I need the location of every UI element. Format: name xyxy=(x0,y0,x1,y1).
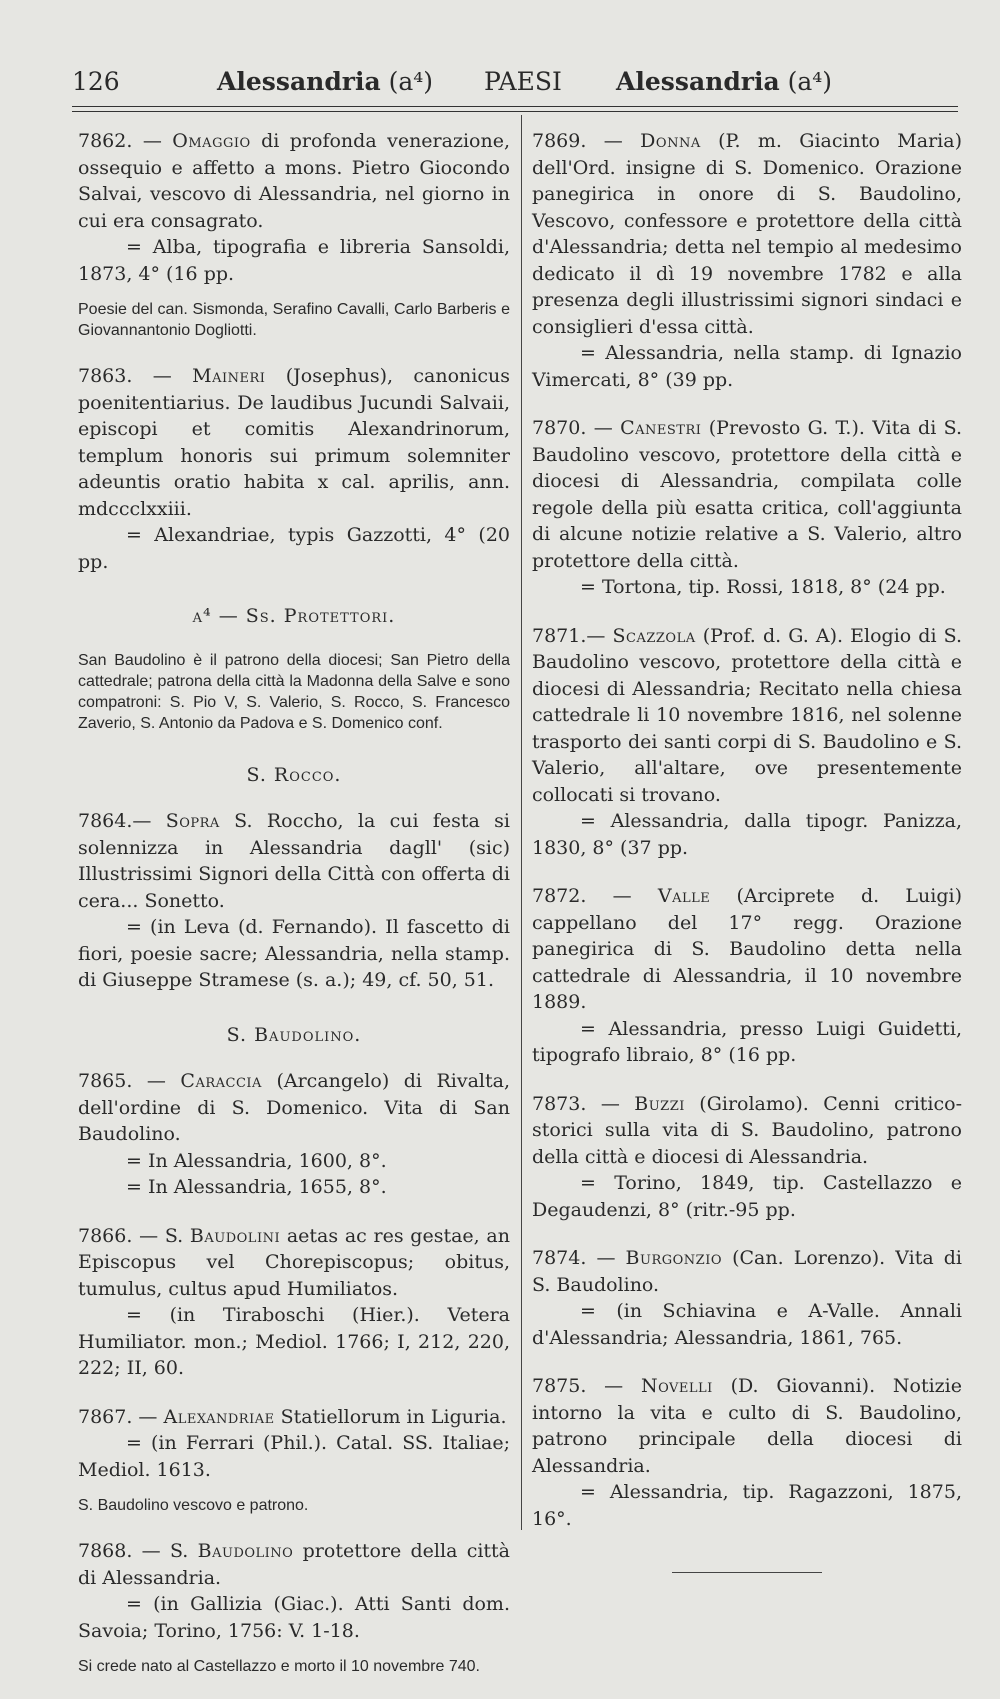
column-divider xyxy=(521,115,522,1530)
entry-imprint-second: = In Alessandria, 1655, 8°. xyxy=(126,1176,387,1198)
entry-number: 7869. — xyxy=(532,130,623,152)
entry-7872 xyxy=(532,883,962,1069)
section-heading-baudolino: S. Baudolino. xyxy=(226,1023,362,1046)
entry-7867 xyxy=(78,1404,510,1517)
entry-text xyxy=(532,128,962,340)
entry-number: 7873. — xyxy=(532,1092,620,1115)
entry-number: 7874. — xyxy=(532,1247,616,1269)
entry-body: (Prof. d. G. A). Elogio di S. Baudolino vescovo, protettore della città e diocesi di Alessandria; Recitato nella chiesa cattedrale li 10 novembre 1816, nel solenne trasporto dei santi corpi di S. Baudolino e S. Valerio, all'altare, ove presentemente collocati si trovano. xyxy=(532,624,963,806)
page-number: 126 xyxy=(72,67,120,96)
entry-number: 7866. — S. xyxy=(78,1224,184,1247)
entry-note: Si crede nato al Castellazzo e morto il 10 novembre 740. xyxy=(78,1658,480,1675)
header-left-sub: (a⁴) xyxy=(388,67,434,96)
entry-note: Poesie del can. Sismonda, Serafino Cavalli, Carlo Barberis e Giovannantonio Dogliotti. xyxy=(78,301,510,339)
entry-7864 xyxy=(78,808,510,994)
entry-imprint: = In Alessandria, 1600, 8°. xyxy=(126,1149,387,1172)
entry-7870 xyxy=(532,415,962,601)
entry-author: Omaggio xyxy=(172,130,251,152)
entry-imprint: = (in Tiraboschi (Hier.). Vetera Humiliator. mon.; Mediol. 1766; I, 212, 220, 222; II, 60. xyxy=(78,1304,510,1379)
entry-text xyxy=(532,1091,962,1171)
entry-author: Scazzola xyxy=(612,624,696,647)
entry-7873 xyxy=(532,1091,962,1224)
entry-author: Sopra xyxy=(165,810,220,832)
entry-imprint: = (in Schiavina e A-Valle. Annali d'Alessandria; Alessandria, 1861, 765. xyxy=(532,1300,962,1349)
header-right-title xyxy=(616,62,832,102)
entry-7874 xyxy=(532,1245,962,1351)
entry-number: 7863. — xyxy=(78,365,172,387)
entry-7865 xyxy=(78,1068,510,1201)
entry-author: Valle xyxy=(657,885,711,907)
entry-number: 7871.— xyxy=(532,624,606,647)
entry-number: 7875. — xyxy=(532,1375,624,1397)
section-heading-rocco: S. Rocco. xyxy=(246,763,342,786)
left-column xyxy=(78,128,510,1699)
section-note-protettori: San Baudolino è il patrono della diocesi; San Pietro della cattedrale; patrona della città la Madonna della Salve e sono compatroni: S. Pio V, S. Valerio, S. Rocco, S. Francesco Zaverio, S. Antonio da Padova e S. Domenico conf. xyxy=(78,651,510,732)
entry-imprint: = (in Ferrari (Phil.). Catal. SS. Italiae; Mediol. 1613. xyxy=(78,1432,510,1481)
entry-number: 7872. — xyxy=(532,885,632,907)
entry-number: 7864.— xyxy=(78,810,152,832)
header-rule-bottom xyxy=(72,111,958,112)
entry-imprint: = Alessandria, nella stamp. di Ignazio Vimercati, 8° (39 pp. xyxy=(532,342,962,391)
entry-body: (D. Giovanni). Notizie intorno la vita e culto di S. Baudolino, patrono principale della diocesi di Alessandria. xyxy=(532,1375,962,1477)
entry-number: 7870. — xyxy=(532,417,613,439)
entry-text xyxy=(78,808,510,914)
entry-imprint: = Alexandriae, typis Gazzotti, 4° (20 pp. xyxy=(78,524,510,573)
entry-author: Alexandriae xyxy=(163,1405,275,1428)
header-left-name: Alessandria xyxy=(217,67,381,96)
right-column xyxy=(532,128,962,1573)
entry-number: 7862. — xyxy=(78,130,162,152)
entry-author: Buzzi xyxy=(634,1092,685,1115)
entry-author: Donna xyxy=(640,130,701,152)
entry-number: 7867. — xyxy=(78,1405,158,1428)
entry-imprint: = (in Leva (d. Fernando). Il fascetto di fiori, poesie sacre; Alessandria, nella stamp. di Giuseppe Stramese (s. a.); 49, cf. 50, 51. xyxy=(78,916,510,991)
entry-body: (Arcangelo) di Rivalta, dell'ordine di S. Domenico. Vita di San Baudolino. xyxy=(78,1070,510,1145)
entry-7862 xyxy=(78,128,510,341)
entry-7871 xyxy=(532,623,962,862)
entry-text xyxy=(532,1373,962,1479)
entry-text xyxy=(78,1538,510,1591)
header-center: PAESI xyxy=(484,67,562,96)
entry-text xyxy=(78,128,510,234)
entry-body: (P. m. Giacinto Maria) dell'Ord. insigne di S. Domenico. Orazione panegirica in onore di S. Baudolino, Vescovo, confessore e protettore della città d'Alessandria; detta nel tempio al medesimo dedicato il dì 19 novembre 1782 e alla presenza degli illustrissimi signori sindaci e consiglieri d'essa città. xyxy=(532,130,962,338)
entry-imprint: = (in Gallizia (Giac.). Atti Santi dom. Savoia; Torino, 1756: V. 1-18. xyxy=(78,1593,510,1642)
entry-7863 xyxy=(78,363,510,575)
entry-author: Novelli xyxy=(640,1375,713,1397)
entry-author: Maineri xyxy=(192,365,266,387)
entry-author: Baudolino xyxy=(197,1540,294,1562)
entry-text xyxy=(78,363,510,522)
entry-body: (Josephus), canonicus poenitentiarius. De laudibus Jucundi Salvaii, episcopi et comitis Alexandrinorum, templum honoris sui primum solemniter adeuntis oratio habita x cal. aprilis, ann. mdccclxxiii. xyxy=(78,365,510,520)
entry-7869 xyxy=(532,128,962,393)
entry-body: (Prevosto G. T.). Vita di S. Baudolino vescovo, protettore della città e diocesi di Alessandria, compilata colle regole della più esatta critica, coll'aggiunta di alcune notizie relative a S. Valerio, altro protettore della città. xyxy=(532,417,962,572)
entry-number: 7868. — S. xyxy=(78,1540,189,1562)
entry-imprint: = Tortona, tip. Rossi, 1818, 8° (24 pp. xyxy=(580,576,946,598)
entry-text xyxy=(532,1245,962,1298)
entry-imprint: = Alessandria, dalla tipogr. Panizza, 1830, 8° (37 pp. xyxy=(532,810,962,859)
entry-author: Burgonzio xyxy=(625,1247,722,1269)
entry-body: S. Roccho, la cui festa si solennizza in Alessandria dagll' (sic) Illustrissimi Signori della Città con offerta di cera... Sonetto. xyxy=(78,810,510,912)
entry-author: Canestri xyxy=(620,417,702,439)
running-header xyxy=(72,62,958,102)
header-left-title xyxy=(217,62,433,102)
entry-body: Statiellorum in Liguria. xyxy=(280,1405,507,1428)
header-right-sub: (a⁴) xyxy=(787,67,833,96)
entry-7866 xyxy=(78,1223,510,1382)
entry-text xyxy=(78,1068,510,1148)
section-heading-protettori: a⁴ — Ss. Protettori. xyxy=(192,605,396,627)
entry-text xyxy=(532,623,962,809)
entry-body: protettore della città di Alessandria. xyxy=(78,1540,511,1589)
entry-text xyxy=(532,883,962,1016)
closing-rule xyxy=(672,1572,822,1573)
entry-imprint: = Torino, 1849, tip. Castellazzo e Degaudenzi, 8° (ritr.-95 pp. xyxy=(532,1172,962,1221)
entry-body: (Girolamo). Cenni critico-storici sulla vita di S. Baudolino, patrono della città e diocesi di Alessandria. xyxy=(532,1092,962,1168)
entry-body: di profonda venerazione, ossequio e affetto a mons. Pietro Giocondo Salvai, vescovo di Alessandria, nel giorno in cui era consagrato. xyxy=(78,130,511,232)
entry-7875 xyxy=(532,1373,962,1532)
entry-number: 7865. — xyxy=(78,1070,166,1092)
header-right-name: Alessandria xyxy=(616,67,780,96)
entry-body: (Can. Lorenzo). Vita di S. Baudolino. xyxy=(532,1247,963,1296)
entry-7868 xyxy=(78,1538,510,1677)
entry-imprint: = Alessandria, presso Luigi Guidetti, tipografo libraio, 8° (16 pp. xyxy=(532,1017,962,1066)
entry-body: aetas ac res gestae, an Episcopus vel Chorepiscopus; obitus, tumulus, cultus apud Humiliatos. xyxy=(78,1224,510,1300)
entry-text xyxy=(78,1404,510,1431)
entry-imprint: = Alessandria, tip. Ragazzoni, 1875, 16°. xyxy=(532,1481,962,1530)
entry-body: (Arciprete d. Luigi) cappellano del 17° regg. Orazione panegirica di S. Baudolino detta nella cattedrale di Alessandria, il 10 novembre 1889. xyxy=(532,885,963,1013)
entry-author: Caraccia xyxy=(180,1070,262,1092)
entry-imprint: = Alba, tipografia e libreria Sansoldi, 1873, 4° (16 pp. xyxy=(78,236,510,285)
entry-note: S. Baudolino vescovo e patrono. xyxy=(78,1497,309,1514)
entry-author: Baudolini xyxy=(189,1224,281,1247)
entry-text xyxy=(532,415,962,574)
header-rule-top xyxy=(72,106,958,107)
entry-text xyxy=(78,1223,510,1303)
